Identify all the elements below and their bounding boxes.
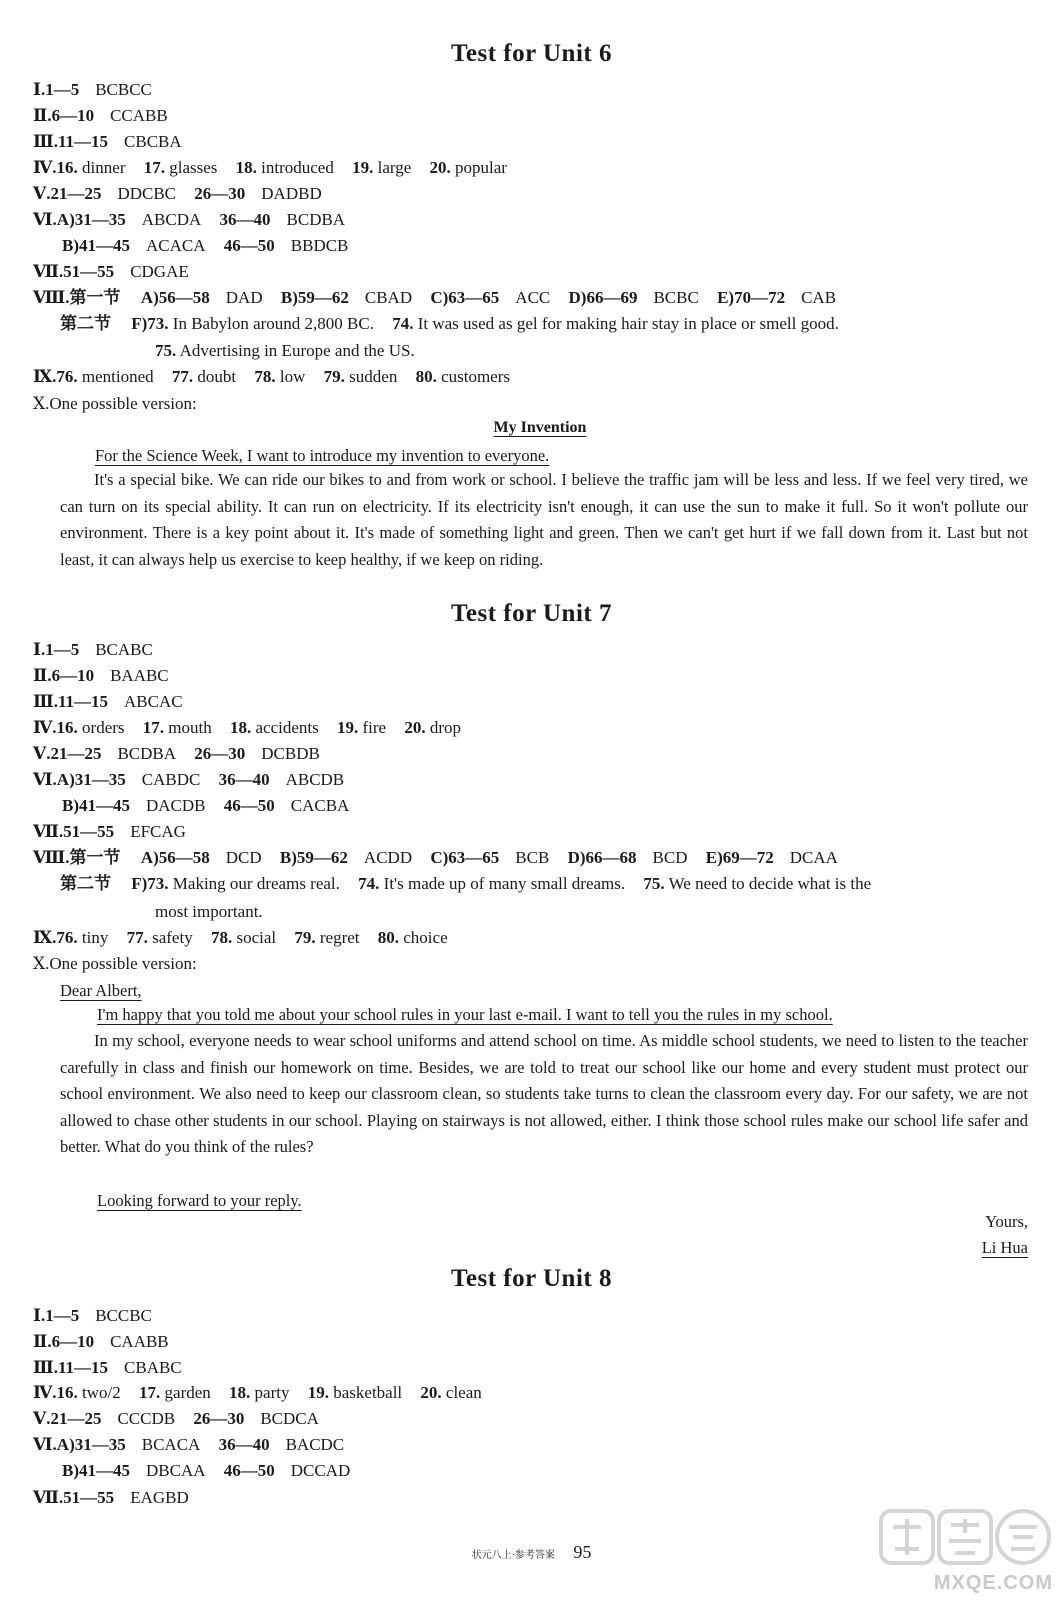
unit6-section-7: Ⅶ.51—55 CDGAE (33, 262, 189, 281)
unit6-section-10: Ⅹ.One possible version: (33, 394, 197, 413)
unit8-section-1: Ⅰ.1—5 BCCBC (33, 1306, 152, 1325)
unit6-section-4: Ⅳ.16. dinner 17. glasses 18. introduced 19. large 20. popular (33, 158, 507, 177)
letter-opening: I'm happy that you told me about your school rules in your last e-mail. I want to tell you the rules in my school. (97, 1005, 833, 1024)
unit8-title: Test for Unit 8 (451, 1265, 612, 1292)
unit6-section-8-part1: Ⅷ.第一节 A)56—58 DAD B)59—62 CBAD C)63—65 ACC D)66—69 BCBC E)70—72 CAB (33, 288, 837, 307)
unit8-section-3: Ⅲ.11—15 CBABC (33, 1358, 182, 1377)
unit7-section-6a: Ⅵ.A)31—35 CABDC 36—40 ABCDB (33, 770, 345, 789)
unit6-section-1: Ⅰ.1—5 BCBCC (33, 80, 152, 99)
unit8-section-6a: Ⅵ.A)31—35 BCACA 36—40 BACDC (33, 1435, 345, 1454)
unit7-section-7: Ⅶ.51—55 EFCAG (33, 822, 186, 841)
letter-closing-line: Looking forward to your reply. (97, 1191, 302, 1210)
unit6-section-3: Ⅲ.11—15 CBCBA (33, 132, 182, 151)
unit8-section-5: Ⅴ.21—25 CCCDB 26—30 BCDCA (33, 1409, 319, 1428)
unit8-section-4: Ⅳ.16. two/2 17. garden 18. party 19. basketball 20. clean (33, 1383, 482, 1402)
letter-closing: Yours, (985, 1212, 1028, 1231)
unit7-section-8-part2-cont: most important. (155, 902, 263, 921)
unit7-section-8-part1: Ⅷ.第一节 A)56—58 DCD B)59—62 ACDD C)63—65 BCB D)66—68 BCD E)69—72 DCAA (33, 848, 838, 867)
unit7-section-10: Ⅹ.One possible version: (33, 954, 197, 973)
unit7-section-2: Ⅱ.6—10 BAABC (33, 666, 169, 685)
unit7-section-5: Ⅴ.21—25 BCDBA 26—30 DCBDB (33, 744, 320, 763)
unit6-section-5: Ⅴ.21—25 DDCBC 26—30 DADBD (33, 184, 322, 203)
watermark-text: MXQE.COM (933, 1572, 1053, 1594)
unit7-title: Test for Unit 7 (451, 600, 612, 627)
unit7-section-8-part2: 第二节 F)73. Making our dreams real. 74. It's made up of many small dreams. 75. We need to decide what is the (60, 874, 872, 893)
unit8-section-6b: B)41—45 DBCAA 46—50 DCCAD (62, 1461, 351, 1480)
unit8-section-7: Ⅶ.51—55 EAGBD (33, 1488, 189, 1507)
letter-body: In my school, everyone needs to wear school uniforms and attend school on time. As middle school students, we need to listen to the teacher carefully in class and finish our homework on time. Besides, we are told to treat our school like our home and every student must protect our school environment. We also need to keep our classroom clean, so students take turns to clean the classroom every day. For our safety, we are not allowed to chase other students in our school. Playing on stairways is not allowed, either. I think those school rules make our school life safer and better. What do you think of the rules? (60, 1031, 1028, 1156)
page-number: 95 (573, 1542, 592, 1562)
unit7-section-3: Ⅲ.11—15 ABCAC (33, 692, 183, 711)
unit6-section-6b: B)41—45 ACACA 46—50 BBDCB (62, 236, 349, 255)
letter-signature: Li Hua (981, 1238, 1028, 1257)
unit6-section-8-part2-cont: 75. Advertising in Europe and the US. (155, 341, 415, 360)
unit6-section-8-part2: 第二节 F)73. In Babylon around 2,800 BC. 74. It was used as gel for making hair stay in place or smell good. (60, 314, 839, 333)
unit6-section-6a: Ⅵ.A)31—35 ABCDA 36—40 BCDBA (33, 210, 346, 229)
unit6-title: Test for Unit 6 (451, 40, 612, 67)
unit6-section-2: Ⅱ.6—10 CCABB (33, 106, 168, 125)
unit6-section-9: Ⅸ.76. mentioned 77. doubt 78. low 79. sudden 80. customers (33, 367, 511, 386)
series-label: 状元八上·参考答案 (471, 1550, 555, 1562)
unit7-section-6b: B)41—45 DACDB 46—50 CACBA (62, 796, 350, 815)
essay-opening: For the Science Week, I want to introduce my invention to everyone. (95, 446, 550, 465)
unit7-section-1: Ⅰ.1—5 BCABC (33, 640, 153, 659)
essay-title: My Invention (493, 419, 587, 436)
unit8-section-2: Ⅱ.6—10 CAABB (33, 1332, 169, 1351)
letter-salutation: Dear Albert, (60, 981, 142, 1000)
unit7-section-4: Ⅳ.16. orders 17. mouth 18. accidents 19. fire 20. drop (33, 718, 461, 737)
unit7-section-9: Ⅸ.76. tiny 77. safety 78. social 79. regret 80. choice (33, 928, 448, 947)
essay-body: It's a special bike. We can ride our bikes to and from work or school. I believe the traffic jam will be less and less. If we feel very tired, we can turn on its special ability. It can run on electricity. If its electricity isn't enough, it can use the sun to make it full. So it won't pollute our environment. There is a key point about it. It's made of something light and green. Then we can't get hurt if we fall down from it. Last but not least, it can always help us exercise to keep healthy, if we keep on riding. (60, 470, 1028, 569)
